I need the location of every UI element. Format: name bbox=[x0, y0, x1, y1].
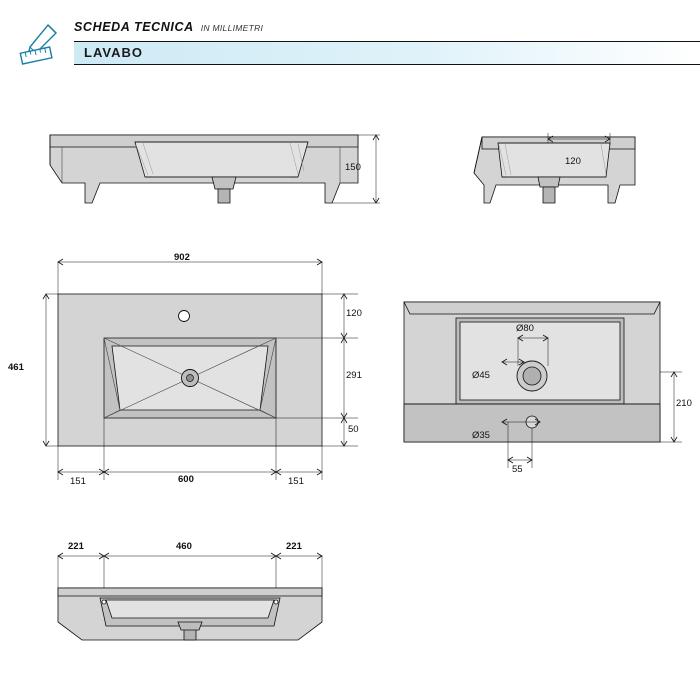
product-name: LAVABO bbox=[84, 45, 143, 60]
dim-width-902: 902 bbox=[174, 252, 190, 263]
header-bottom-divider bbox=[74, 64, 700, 65]
dim-basin-291: 291 bbox=[346, 370, 362, 381]
rear-elevation-view bbox=[36, 530, 381, 660]
dim-left-151: 151 bbox=[70, 476, 86, 487]
front-section-view bbox=[40, 125, 380, 225]
drain-detail-view bbox=[398, 290, 692, 490]
dim-center-460: 460 bbox=[176, 541, 192, 552]
dim-front-50: 50 bbox=[348, 424, 359, 435]
sheet-title: SCHEDA TECNICA bbox=[74, 20, 194, 34]
dim-depth-120: 120 bbox=[565, 156, 581, 167]
dim-offset-55: 55 bbox=[512, 464, 523, 475]
top-plan-view bbox=[8, 250, 381, 500]
dim-diameter-35: Ø35 bbox=[472, 430, 490, 441]
side-section-view bbox=[460, 125, 660, 225]
sheet-header bbox=[18, 20, 682, 72]
dim-diameter-45: Ø45 bbox=[472, 370, 490, 381]
dim-basin-600: 600 bbox=[178, 474, 194, 485]
dim-diameter-80: Ø80 bbox=[516, 323, 534, 334]
product-band bbox=[74, 42, 700, 64]
dim-right-221: 221 bbox=[286, 541, 302, 552]
dim-back-120: 120 bbox=[346, 308, 362, 319]
dim-right-151: 151 bbox=[288, 476, 304, 487]
dim-height-150: 150 bbox=[345, 162, 361, 173]
sheet-title-line bbox=[74, 20, 263, 42]
dim-depth-461: 461 bbox=[8, 362, 24, 373]
dim-left-221: 221 bbox=[68, 541, 84, 552]
dim-height-210: 210 bbox=[676, 398, 692, 409]
sheet-units: IN MILLIMETRI bbox=[200, 23, 264, 33]
ruler-pencil-icon bbox=[18, 22, 62, 68]
